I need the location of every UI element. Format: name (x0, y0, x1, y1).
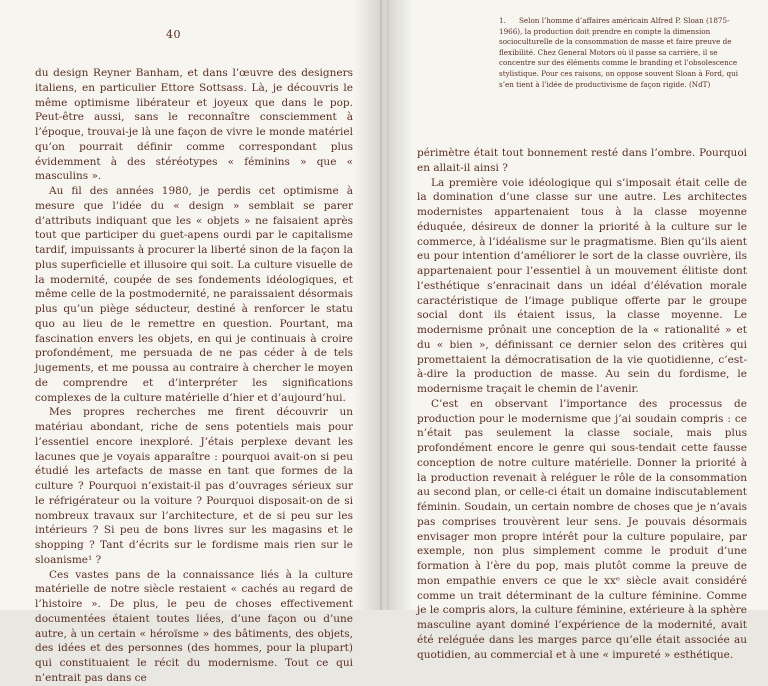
right-body-text (417, 146, 747, 662)
footnote-text: Selon l’homme d’affaires américain Alfred P. Sloan (1875-1966), la production doit prendre en compte la dimension socioculturelle de la consommation de masse et faire preuve de flexibilité. Chez General Motors où il passe sa carrière, il se concentre sur des éléments comme le branding et l’obsolescence stylistique. Pour ces raisons, on oppose souvent Sloan à Ford, qui s’en tient à l’idée de productivisme de façon rigide. (NdT) (499, 16, 739, 89)
paragraph: périmètre était tout bonnement resté dans l’ombre. Pourquoi en allait-il ainsi ? (417, 147, 747, 174)
book-gutter (380, 0, 389, 610)
left-body-text (35, 66, 353, 686)
paragraph: du design Reyner Banham, et dans l’œuvre des designers italiens, en particulier Ettore Sottsass. Là, je découvris le même optimisme libérateur et joyeux que dans le pop. Peut-être aussi, sans le reconnaître consciemment à l’époque, trouvai-je là une façon de vivre le monde matériel qu’on pourrait définir comme correspondant plus évidemment à des stéréotypes « féminins » que « masculins ». (35, 67, 353, 183)
paragraph: C’est en observant l’importance des processus de production pour le modernisme que j’ai soudain compris : ce n’était pas seulement la classe sociale, mais plus profondément encore le genre qui sous-tendait cette fausse conception de notre culture matérielle. Donner la priorité à la production revenait à reléguer le rôle de la consommation au second plan, or celle-ci était un domaine indiscutablement féminin. Soudain, un certain nombre de choses que je n’avais pas comprises trouvèrent leur sens. Je pouvais désormais envisager mon propre intérêt pour la culture populaire, par exemple, non plus simplement comme le produit d’une formation à l’ère du pop, mais plutôt comme la preuve de mon empathie envers ce que le xxᵉ siècle avait considéré comme un trait déterminant de la culture féminine. Comme je le compris alors, la culture féminine, extérieure à la sphère masculine ayant dominé l’expérience de la modernité, avait été reléguée dans les marges parce qu’elle était associée au quotidien, au commercial et à une « impureté » esthétique. (417, 397, 747, 661)
footnote-number: 1. (499, 16, 506, 25)
footnote (499, 16, 745, 90)
right-page (389, 0, 768, 661)
paragraph: Ces vastes pans de la connaissance liés à la culture matérielle de notre siècle restaient « cachés au regard de l’histoire ». De plus, le peu de choses effectivement documentées étaient toutes liées, d’une façon ou d’une autre, à un certain « héroïsme » des bâtiments, des objets, des idées et des personnes (des hommes, pour la plupart) qui constituaient le récit du modernisme. Tout ce qui n’entrait pas dans ce (35, 568, 353, 684)
paragraph: Mes propres recherches me firent découvrir un matériau abondant, riche de sens potentiels mais pour l’essentiel encore inexploré. J’étais perplexe devant les lacunes que je voyais apparaître : pourquoi avait-on si peu étudié les artefacts de masse en tant que formes de la culture ? Pourquoi n’existait-il pas d’ouvrages sérieux sur le réfrigérateur ou la voiture ? Pourquoi disposait-on de si nombreux travaux sur l’architecture, et de si peu sur les intérieurs ? Si peu de bons livres sur les magasins et le shopping ? Tant d’écrits sur le fordisme mais rien sur le sloanisme¹ ? (35, 406, 353, 566)
page-number: 40 (166, 28, 181, 41)
left-page (0, 0, 380, 684)
paragraph: Au fil des années 1980, je perdis cet optimisme à mesure que l’idée du « design » semblait se parer d’attributs indiquant que les « objets » ne faisaient après tout que participer du guet-apens ourdi par le capitalisme tardif, impuissants à procurer la liberté sinon de la façon la plus superficielle et illusoire qui soit. La culture visuelle de la modernité, coupée de ses fondements idéologiques, et même celle de la postmodernité, ne paraissaient désormais plus qu’un piège séducteur, destiné à renforcer le statu quo au lieu de le remettre en question. Pourtant, ma fascination envers les objets, en qui je continuais à croire profondément, me persuada de ne pas céder à de tels jugements, et me poussa au contraire à chercher le moyen de comprendre et d’interpréter les significations complexes de la culture matérielle d’hier et d’aujourd’hui. (35, 185, 353, 404)
paragraph: La première voie idéologique qui s’imposait était celle de la domination d’une classe sur une autre. Les architectes modernistes appartenaient tous à la classe moyenne éduquée, désireux de donner la priorité à la culture sur le commerce, à l’idéalisme sur le pragmatisme. Bien qu’ils aient eu pour intention d’améliorer le sort de la classe ouvrière, ils appartenaient pour l’essentiel à un mouvement élitiste dont l’esthétique s’enracinait dans un idéal d’élévation morale caractéristique de l’image publique offerte par le groupe social dont ils étaient issus, la classe moyenne. Le modernisme prônait une conception de la « rationalité » et du « bien », définissant ce dernier selon des critères qui promettaient la démocratisation de la vie quotidienne, c’est-à-dire la production de masse. Au sein du fordisme, le modernisme traçait le chemin de l’avenir. (417, 176, 747, 395)
